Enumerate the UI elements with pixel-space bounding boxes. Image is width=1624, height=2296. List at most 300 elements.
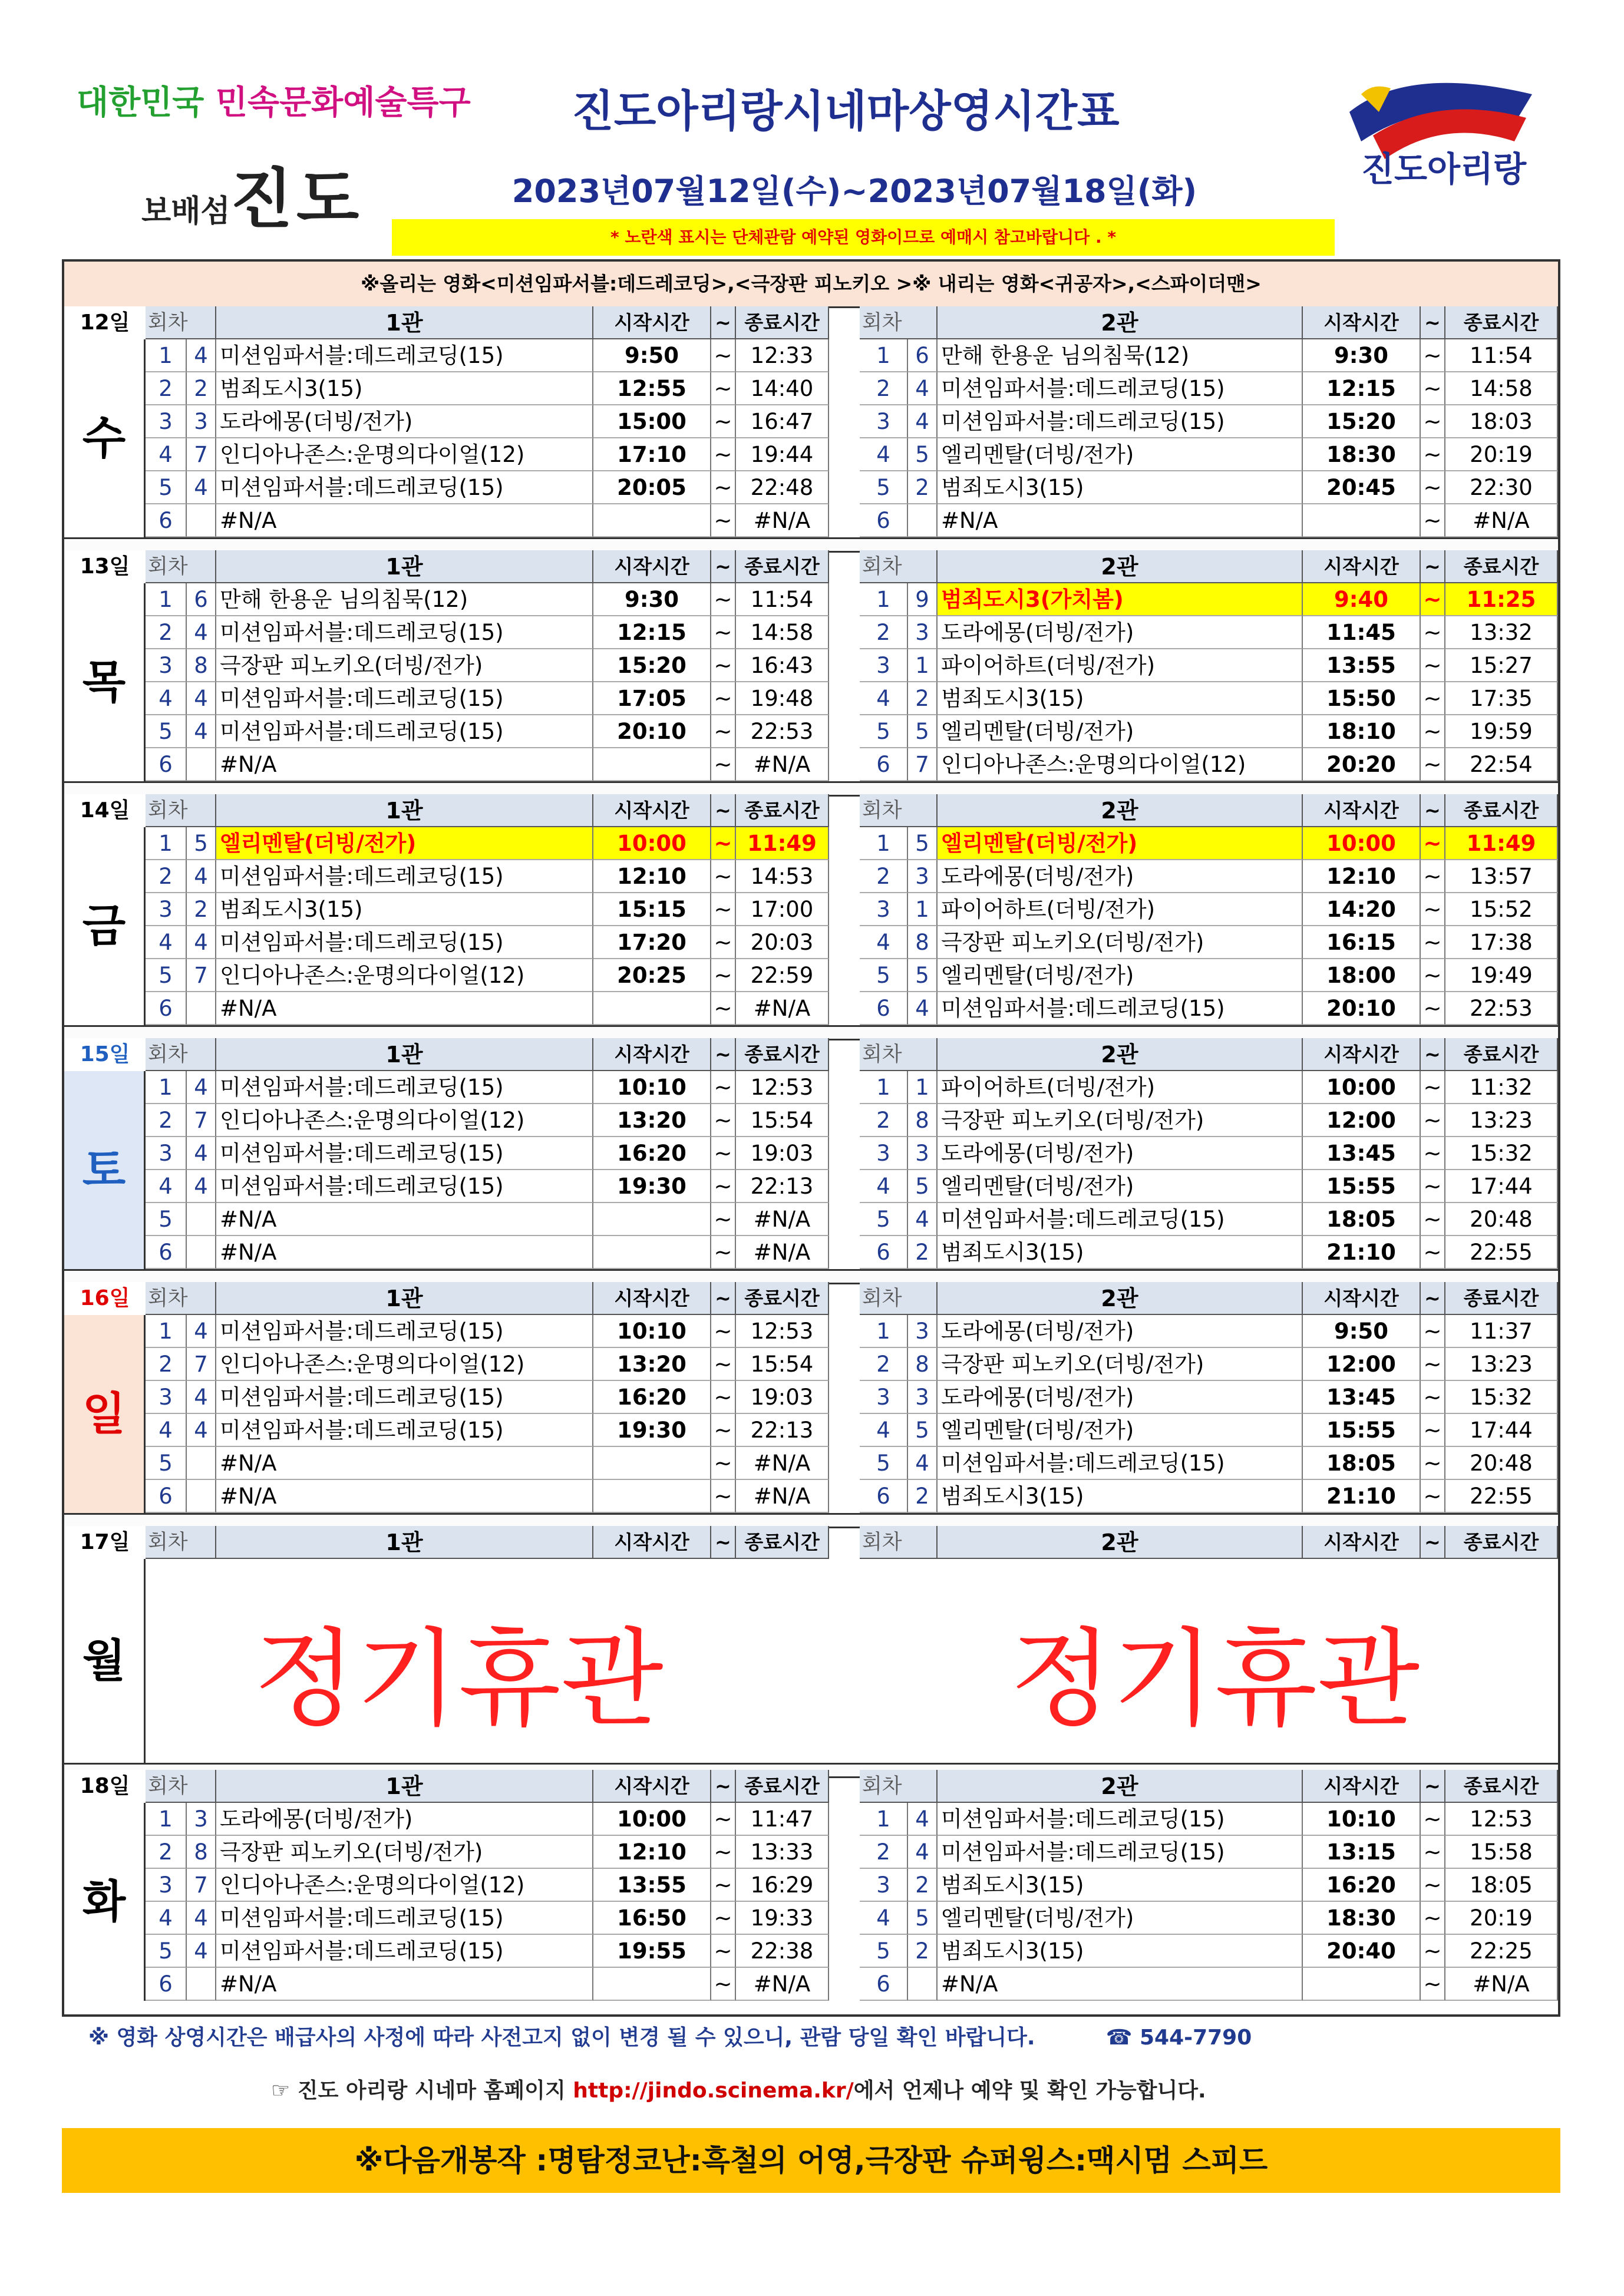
end-time: 19:03 xyxy=(736,1381,829,1414)
hall2-showtime-row[interactable] xyxy=(146,1137,1558,1170)
rating-code: 4 xyxy=(187,1137,216,1170)
rating-code: 4 xyxy=(187,1902,216,1935)
start-time: 11:45 xyxy=(1303,616,1421,649)
hall2-showtime-row[interactable] xyxy=(146,438,1558,471)
film-title: 극장판 피노키오(더빙/전가) xyxy=(216,1836,593,1869)
end-time: 13:23 xyxy=(1445,1104,1558,1137)
film-title: 범죄도시3(15) xyxy=(938,1480,1303,1513)
hall2-showtime-row[interactable] xyxy=(146,1203,1558,1236)
round-number: 4 xyxy=(860,438,908,471)
start-time: 13:45 xyxy=(1303,1137,1421,1170)
end-time: 17:35 xyxy=(1445,682,1558,715)
logo-text-jindo: 진도 xyxy=(230,161,363,237)
film-title: 만해 한용운 님의침묵(12) xyxy=(216,583,593,616)
rating-code: 3 xyxy=(908,1137,938,1170)
round-header: 회차 xyxy=(860,1282,938,1315)
tilde: ~ xyxy=(711,860,736,893)
tilde-header: ~ xyxy=(1421,550,1445,583)
end-time: 15:54 xyxy=(736,1348,829,1381)
round-header: 회차 xyxy=(860,550,938,583)
end-time: 19:59 xyxy=(1445,715,1558,748)
tilde: ~ xyxy=(1421,583,1445,616)
film-title: 도라에몽(더빙/전가) xyxy=(938,616,1303,649)
round-number: 1 xyxy=(146,1071,187,1104)
hall1-header: 1관 xyxy=(216,1770,593,1803)
tilde: ~ xyxy=(1421,1104,1445,1137)
end-time-header: 종료시간 xyxy=(736,550,829,583)
round-number: 2 xyxy=(860,1104,908,1137)
tilde: ~ xyxy=(1421,1803,1445,1836)
film-title: 도라에몽(더빙/전가) xyxy=(216,1803,593,1836)
end-time: 17:44 xyxy=(1445,1170,1558,1203)
tilde: ~ xyxy=(711,1104,736,1137)
tilde: ~ xyxy=(1421,1203,1445,1236)
tilde: ~ xyxy=(1421,1836,1445,1869)
hall2-showtime-row[interactable] xyxy=(146,860,1558,893)
tilde-header: ~ xyxy=(1421,1282,1445,1315)
tilde: ~ xyxy=(1421,1935,1445,1968)
rating-code: 8 xyxy=(187,649,216,682)
hall2-showtime-row[interactable] xyxy=(146,616,1558,649)
film-title: #N/A xyxy=(216,1203,593,1236)
rating-code: 6 xyxy=(187,583,216,616)
end-time: 12:53 xyxy=(1445,1803,1558,1836)
end-time: 16:47 xyxy=(736,405,829,438)
film-title: 엘리멘탈(더빙/전가) xyxy=(938,827,1303,860)
hall1-header: 1관 xyxy=(216,306,593,339)
end-time-header: 종료시간 xyxy=(1445,794,1558,827)
tilde: ~ xyxy=(711,748,736,781)
tilde: ~ xyxy=(1421,372,1445,405)
weekday-label: 목 xyxy=(64,583,146,781)
film-title: 인디아나존스:운명의다이얼(12) xyxy=(216,1348,593,1381)
tilde: ~ xyxy=(711,504,736,537)
round-number: 1 xyxy=(146,583,187,616)
hall2-showtime-row[interactable] xyxy=(146,715,1558,748)
start-time: 13:20 xyxy=(593,1348,711,1381)
film-title: 미션임파서블:데드레코딩(15) xyxy=(216,1414,593,1447)
hall2-header: 2관 xyxy=(938,1038,1303,1071)
rating-code: 5 xyxy=(908,827,938,860)
tilde: ~ xyxy=(1421,1447,1445,1480)
film-title: 인디아나존스:운명의다이얼(12) xyxy=(216,1869,593,1902)
hall2-showtime-row[interactable] xyxy=(146,1480,1558,1513)
start-time-header: 시작시간 xyxy=(593,550,711,583)
hall2-showtime-row[interactable] xyxy=(146,1869,1558,1902)
rating-code: 7 xyxy=(187,1869,216,1902)
tilde: ~ xyxy=(711,1902,736,1935)
round-number: 5 xyxy=(146,1447,187,1480)
round-number: 4 xyxy=(860,1902,908,1935)
round-number: 4 xyxy=(146,438,187,471)
film-title: 엘리멘탈(더빙/전가) xyxy=(938,1170,1303,1203)
rating-code xyxy=(908,1968,938,2001)
rating-code: 4 xyxy=(187,1071,216,1104)
hall1-header: 1관 xyxy=(216,1038,593,1071)
start-time: 19:55 xyxy=(593,1935,711,1968)
hall2-showtime-row[interactable] xyxy=(146,1902,1558,1935)
round-number: 1 xyxy=(146,827,187,860)
end-time: 22:13 xyxy=(736,1170,829,1203)
day-header-row xyxy=(64,306,1558,339)
change-note-text: ※ 영화 상영시간은 배급사의 사정에 따라 사전고지 없이 변경 될 수 있으니, 관람 당일 확인 바랍니다. xyxy=(88,2026,1035,2050)
phone-number[interactable]: ☎ 544-7790 xyxy=(1105,2026,1252,2050)
film-title: #N/A xyxy=(216,504,593,537)
hall1-header: 1관 xyxy=(216,1282,593,1315)
start-time: 9:50 xyxy=(1303,1315,1421,1348)
hall2-showtime-row[interactable] xyxy=(146,583,1558,616)
tilde: ~ xyxy=(1421,339,1445,372)
closed-notice: 정기휴관 xyxy=(1009,1618,1420,1741)
tilde: ~ xyxy=(711,405,736,438)
tilde-header: ~ xyxy=(711,1038,736,1071)
tilde: ~ xyxy=(711,1447,736,1480)
tilde: ~ xyxy=(711,616,736,649)
film-title: 만해 한용운 님의침묵(12) xyxy=(938,339,1303,372)
start-time-header: 시작시간 xyxy=(1303,306,1421,339)
hall2-showtime-row[interactable] xyxy=(146,959,1558,992)
round-number: 5 xyxy=(860,1203,908,1236)
logo-text-arirang: 진도아리랑 xyxy=(1361,149,1527,189)
tilde: ~ xyxy=(1421,926,1445,959)
film-title: 미션임파서블:데드레코딩(15) xyxy=(938,1203,1303,1236)
hall2-showtime-row[interactable] xyxy=(146,405,1558,438)
round-number: 6 xyxy=(860,1236,908,1269)
film-title: 극장판 피노키오(더빙/전가) xyxy=(216,649,593,682)
end-time: 14:58 xyxy=(736,616,829,649)
end-time-header: 종료시간 xyxy=(1445,306,1558,339)
film-title: 엘리멘탈(더빙/전가) xyxy=(216,827,593,860)
hall2-showtime-row[interactable] xyxy=(146,1315,1558,1348)
hall2-showtime-row[interactable] xyxy=(146,1836,1558,1869)
rating-code: 4 xyxy=(187,1414,216,1447)
rating-code: 3 xyxy=(908,616,938,649)
tilde: ~ xyxy=(1421,893,1445,926)
end-time-header: 종료시간 xyxy=(736,794,829,827)
end-time: 15:52 xyxy=(1445,893,1558,926)
rating-code xyxy=(908,504,938,537)
hall2-showtime-row[interactable] xyxy=(146,1447,1558,1480)
rating-code: 5 xyxy=(908,1902,938,1935)
rating-code: 4 xyxy=(908,992,938,1025)
end-time-header: 종료시간 xyxy=(736,1770,829,1803)
start-time: 20:25 xyxy=(593,959,711,992)
end-time: 22:30 xyxy=(1445,471,1558,504)
round-number: 1 xyxy=(146,1803,187,1836)
start-time: 9:40 xyxy=(1303,583,1421,616)
end-time: #N/A xyxy=(736,1447,829,1480)
tilde: ~ xyxy=(711,1836,736,1869)
film-title: 범죄도시3(15) xyxy=(938,471,1303,504)
round-number: 5 xyxy=(860,715,908,748)
start-time: 13:20 xyxy=(593,1104,711,1137)
round-number: 3 xyxy=(860,1137,908,1170)
end-time: #N/A xyxy=(736,748,829,781)
hall2-showtime-row[interactable] xyxy=(146,339,1558,372)
end-time: 19:03 xyxy=(736,1137,829,1170)
start-time: 20:05 xyxy=(593,471,711,504)
film-title: 미션임파서블:데드레코딩(15) xyxy=(216,1137,593,1170)
rating-code: 4 xyxy=(908,1447,938,1480)
tilde: ~ xyxy=(711,1137,736,1170)
film-title: #N/A xyxy=(938,504,1303,537)
film-title: 도라에몽(더빙/전가) xyxy=(938,1137,1303,1170)
round-number: 3 xyxy=(860,1869,908,1902)
round-number: 1 xyxy=(860,1071,908,1104)
round-number: 6 xyxy=(860,1480,908,1513)
rating-code: 7 xyxy=(187,959,216,992)
tilde: ~ xyxy=(711,583,736,616)
start-time: 16:20 xyxy=(1303,1869,1421,1902)
tilde: ~ xyxy=(711,682,736,715)
start-time: 12:10 xyxy=(593,1836,711,1869)
rating-code: 4 xyxy=(187,926,216,959)
end-time: 15:27 xyxy=(1445,649,1558,682)
tilde-header: ~ xyxy=(1421,794,1445,827)
end-time: 15:32 xyxy=(1445,1137,1558,1170)
start-time: 20:45 xyxy=(1303,471,1421,504)
end-time: #N/A xyxy=(736,1236,829,1269)
film-title: 범죄도시3(15) xyxy=(938,1869,1303,1902)
tilde: ~ xyxy=(711,1869,736,1902)
release-banner: ※올리는 영화<미션임파서블:데드레코딩>,<극장판 피노키오 >※ 내리는 영화<귀공자>,<스파이더맨> xyxy=(64,262,1558,308)
start-time: 15:00 xyxy=(593,405,711,438)
rating-code: 5 xyxy=(908,715,938,748)
homepage-link[interactable]: http://jindo.scinema.kr/ xyxy=(573,2079,854,2103)
round-number: 2 xyxy=(860,1348,908,1381)
hall2-showtime-row[interactable] xyxy=(146,471,1558,504)
hall2-showtime-row[interactable] xyxy=(146,1348,1558,1381)
start-time-header: 시작시간 xyxy=(593,306,711,339)
film-title: 도라에몽(더빙/전가) xyxy=(938,1381,1303,1414)
hall2-showtime-row[interactable] xyxy=(146,1803,1558,1836)
weekday-label: 금 xyxy=(64,827,146,1025)
rating-code: 7 xyxy=(187,1348,216,1381)
hall1-header: 1관 xyxy=(216,1526,593,1559)
tilde: ~ xyxy=(1421,1869,1445,1902)
tilde: ~ xyxy=(1421,471,1445,504)
start-time: 18:05 xyxy=(1303,1447,1421,1480)
rating-code: 5 xyxy=(908,438,938,471)
rating-code: 4 xyxy=(908,1836,938,1869)
end-time-header: 종료시간 xyxy=(1445,1770,1558,1803)
start-time: 13:55 xyxy=(593,1869,711,1902)
weekday-label: 토 xyxy=(64,1071,146,1269)
film-title: 미션임파서블:데드레코딩(15) xyxy=(938,405,1303,438)
film-title: 미션임파서블:데드레코딩(15) xyxy=(216,1935,593,1968)
rating-code: 4 xyxy=(187,1935,216,1968)
logo-text-treasure-island: 보배섬 xyxy=(141,194,230,229)
end-time: 13:23 xyxy=(1445,1348,1558,1381)
start-time: 10:10 xyxy=(593,1071,711,1104)
round-header: 회차 xyxy=(146,1282,216,1315)
end-time: 14:53 xyxy=(736,860,829,893)
hall2-showtime-row[interactable] xyxy=(146,1968,1558,2001)
next-release-bar: ※다음개봉작 :명탐정코난:흑철의 어영,극장판 슈퍼윙스:맥시멈 스피드 xyxy=(62,2128,1560,2193)
hall2-showtime-row[interactable] xyxy=(146,1236,1558,1269)
hall2-showtime-row[interactable] xyxy=(146,1414,1558,1447)
film-title: 미션임파서블:데드레코딩(15) xyxy=(216,616,593,649)
film-title: 엘리멘탈(더빙/전가) xyxy=(938,1414,1303,1447)
tilde-header: ~ xyxy=(1421,1770,1445,1803)
round-number: 1 xyxy=(860,827,908,860)
tilde: ~ xyxy=(711,1203,736,1236)
start-time: 13:45 xyxy=(1303,1381,1421,1414)
round-header: 회차 xyxy=(860,1526,938,1559)
tilde: ~ xyxy=(1421,827,1445,860)
film-title: 파이어하트(더빙/전가) xyxy=(938,649,1303,682)
start-time: 13:55 xyxy=(1303,649,1421,682)
rating-code: 4 xyxy=(187,1170,216,1203)
hall2-showtime-row[interactable] xyxy=(146,649,1558,682)
hall2-showtime-row[interactable] xyxy=(146,1071,1558,1104)
hall2-header: 2관 xyxy=(938,550,1303,583)
film-title: 인디아나존스:운명의다이얼(12) xyxy=(216,959,593,992)
film-title: #N/A xyxy=(216,1968,593,2001)
end-time: 11:37 xyxy=(1445,1315,1558,1348)
rating-code: 2 xyxy=(908,1935,938,1968)
homepage-prefix: ☞ 진도 아리랑 시네마 홈페이지 xyxy=(271,2079,566,2103)
homepage-note xyxy=(271,2074,1450,2104)
end-time: 22:53 xyxy=(736,715,829,748)
hall2-showtime-row[interactable] xyxy=(146,372,1558,405)
film-title: 인디아나존스:운명의다이얼(12) xyxy=(938,748,1303,781)
start-time: 20:10 xyxy=(593,715,711,748)
day-header-row xyxy=(64,1770,1558,1803)
rating-code: 4 xyxy=(908,1203,938,1236)
film-title: #N/A xyxy=(216,748,593,781)
film-title: 미션임파서블:데드레코딩(15) xyxy=(216,860,593,893)
round-number: 5 xyxy=(146,715,187,748)
hall2-showtime-row[interactable] xyxy=(146,893,1558,926)
rating-code: 2 xyxy=(187,893,216,926)
end-time: 11:47 xyxy=(736,1803,829,1836)
hall2-showtime-row[interactable] xyxy=(146,504,1558,537)
hall2-showtime-row[interactable] xyxy=(146,1170,1558,1203)
end-time: 11:49 xyxy=(736,827,829,860)
closed-notice: 정기휴관 xyxy=(253,1618,664,1741)
rating-code: 5 xyxy=(908,959,938,992)
tilde: ~ xyxy=(1421,616,1445,649)
rating-code: 1 xyxy=(908,649,938,682)
tilde-header: ~ xyxy=(1421,1038,1445,1071)
tilde: ~ xyxy=(711,438,736,471)
film-title: 범죄도시3(15) xyxy=(938,1935,1303,1968)
rating-code: 4 xyxy=(187,1381,216,1414)
start-time: 20:40 xyxy=(1303,1935,1421,1968)
end-time: 17:38 xyxy=(1445,926,1558,959)
hall2-header: 2관 xyxy=(938,1770,1303,1803)
hall2-showtime-row[interactable] xyxy=(146,748,1558,781)
end-time-header: 종료시간 xyxy=(736,306,829,339)
rating-code: 6 xyxy=(908,339,938,372)
rating-code: 8 xyxy=(908,1348,938,1381)
tilde: ~ xyxy=(1421,1348,1445,1381)
tilde: ~ xyxy=(711,959,736,992)
round-number: 6 xyxy=(146,1968,187,2001)
start-time: 15:20 xyxy=(1303,405,1421,438)
round-number: 4 xyxy=(146,1414,187,1447)
tilde-header: ~ xyxy=(711,550,736,583)
tilde: ~ xyxy=(1421,1414,1445,1447)
tilde: ~ xyxy=(711,715,736,748)
start-time: 21:10 xyxy=(1303,1480,1421,1513)
round-header: 회차 xyxy=(860,1770,938,1803)
start-time: 10:10 xyxy=(1303,1803,1421,1836)
day-date-label: 15일 xyxy=(64,1038,147,1071)
start-time: 21:10 xyxy=(1303,1236,1421,1269)
start-time-header: 시작시간 xyxy=(593,1038,711,1071)
end-time: 22:54 xyxy=(1445,748,1558,781)
film-title: 엘리멘탈(더빙/전가) xyxy=(938,959,1303,992)
hall1-header: 1관 xyxy=(216,550,593,583)
rating-code: 4 xyxy=(908,405,938,438)
start-time-header: 시작시간 xyxy=(1303,1038,1421,1071)
film-title: 미션임파서블:데드레코딩(15) xyxy=(938,1803,1303,1836)
round-number: 6 xyxy=(860,992,908,1025)
tilde: ~ xyxy=(1421,1236,1445,1269)
end-time: 22:38 xyxy=(736,1935,829,1968)
tilde: ~ xyxy=(711,1381,736,1414)
round-number: 3 xyxy=(146,1869,187,1902)
film-title: 도라에몽(더빙/전가) xyxy=(938,860,1303,893)
end-time: 22:53 xyxy=(1445,992,1558,1025)
tilde: ~ xyxy=(711,1480,736,1513)
hall2-header: 2관 xyxy=(938,306,1303,339)
start-time: 12:15 xyxy=(1303,372,1421,405)
schedule-change-note xyxy=(88,2021,1444,2051)
hall2-header: 2관 xyxy=(938,1282,1303,1315)
tilde: ~ xyxy=(1421,504,1445,537)
rating-code: 7 xyxy=(908,748,938,781)
round-number: 5 xyxy=(860,959,908,992)
hall2-showtime-row[interactable] xyxy=(146,827,1558,860)
hall2-showtime-row[interactable] xyxy=(146,1935,1558,1968)
end-time: 15:58 xyxy=(1445,1836,1558,1869)
end-time: 11:49 xyxy=(1445,827,1558,860)
round-number: 1 xyxy=(146,339,187,372)
day-header-row xyxy=(64,1282,1558,1315)
hall2-showtime-row[interactable] xyxy=(146,926,1558,959)
round-number: 4 xyxy=(860,1170,908,1203)
film-title: 범죄도시3(15) xyxy=(216,372,593,405)
tilde: ~ xyxy=(711,1348,736,1381)
hall2-showtime-row[interactable] xyxy=(146,1381,1558,1414)
rating-code: 2 xyxy=(187,372,216,405)
start-time: 19:30 xyxy=(593,1414,711,1447)
rating-code: 4 xyxy=(187,860,216,893)
hall2-showtime-row[interactable] xyxy=(146,1104,1558,1137)
end-time: #N/A xyxy=(736,1480,829,1513)
round-number: 4 xyxy=(860,682,908,715)
end-time: 18:05 xyxy=(1445,1869,1558,1902)
rating-code: 3 xyxy=(908,1381,938,1414)
round-number: 2 xyxy=(860,1836,908,1869)
tilde: ~ xyxy=(711,1935,736,1968)
hall2-showtime-row[interactable] xyxy=(146,682,1558,715)
tilde: ~ xyxy=(1421,1480,1445,1513)
day-date-label: 14일 xyxy=(64,794,147,827)
tilde: ~ xyxy=(1421,1968,1445,2001)
end-time-header: 종료시간 xyxy=(736,1526,829,1559)
end-time: 20:19 xyxy=(1445,1902,1558,1935)
round-number: 3 xyxy=(146,1381,187,1414)
hall2-showtime-row[interactable] xyxy=(146,992,1558,1025)
rating-code: 2 xyxy=(908,682,938,715)
rating-code: 8 xyxy=(908,926,938,959)
end-time: 20:48 xyxy=(1445,1203,1558,1236)
round-number: 2 xyxy=(860,860,908,893)
